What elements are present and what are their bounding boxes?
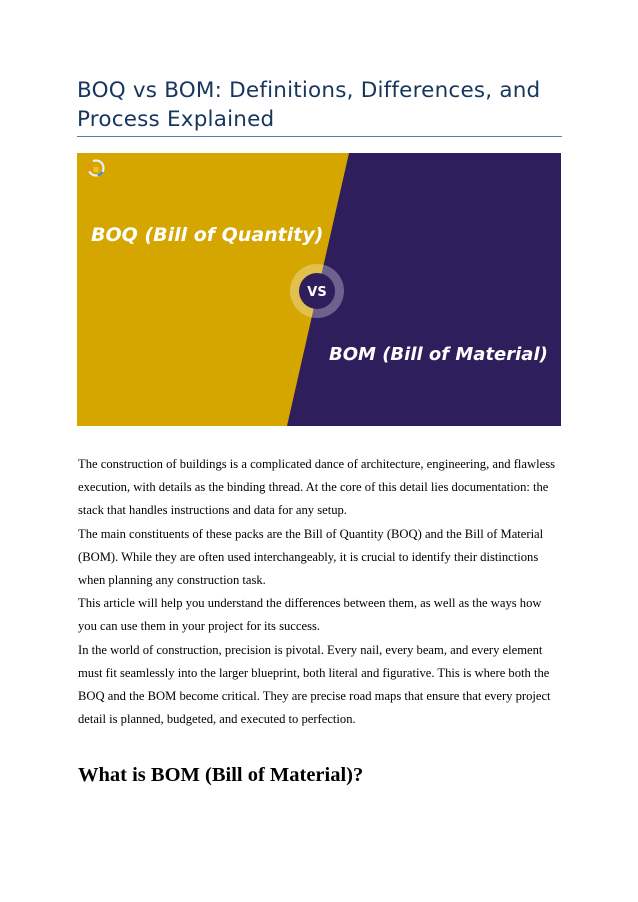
- hero-image: [77, 153, 561, 426]
- section-heading: What is BOM (Bill of Material)?: [78, 764, 364, 786]
- title-underline: [77, 136, 562, 137]
- article-body: [78, 453, 562, 731]
- hero-boq-label: BOQ (Bill of Quantity): [91, 224, 324, 246]
- document-title: BOQ vs BOM: Definitions, Differences, and Process Explained: [77, 78, 541, 132]
- vs-badge-label: VS: [307, 285, 327, 300]
- hero-bom-label: BOM (Bill of Material): [329, 344, 548, 365]
- paragraph: The construction of buildings is a complicated dance of architecture, engineering, and flawless execution, with details as the binding thread. At the core of this detail lies documentation: the stack that handles instructions and data for any setup.: [78, 457, 555, 518]
- paragraph: The main constituents of these packs are the Bill of Quantity (BOQ) and the Bill of Material (BOM). While they are often used interchangeably, it is crucial to identify their distinctions when planning any construction task.: [78, 526, 544, 588]
- vs-badge: [290, 264, 344, 318]
- paragraph: In the world of construction, precision is pivotal. Every nail, every beam, and every element must fit seamlessly into the larger blueprint, both literal and figurative. This is where both the BOQ and the BOM become critical. They are precise road maps that ensure that every project detail is planned, budgeted, and executed to perfection.: [78, 642, 551, 727]
- paragraph: This article will help you understand the differences between them, as well as the ways how you can use them in your project for its success.: [78, 596, 542, 634]
